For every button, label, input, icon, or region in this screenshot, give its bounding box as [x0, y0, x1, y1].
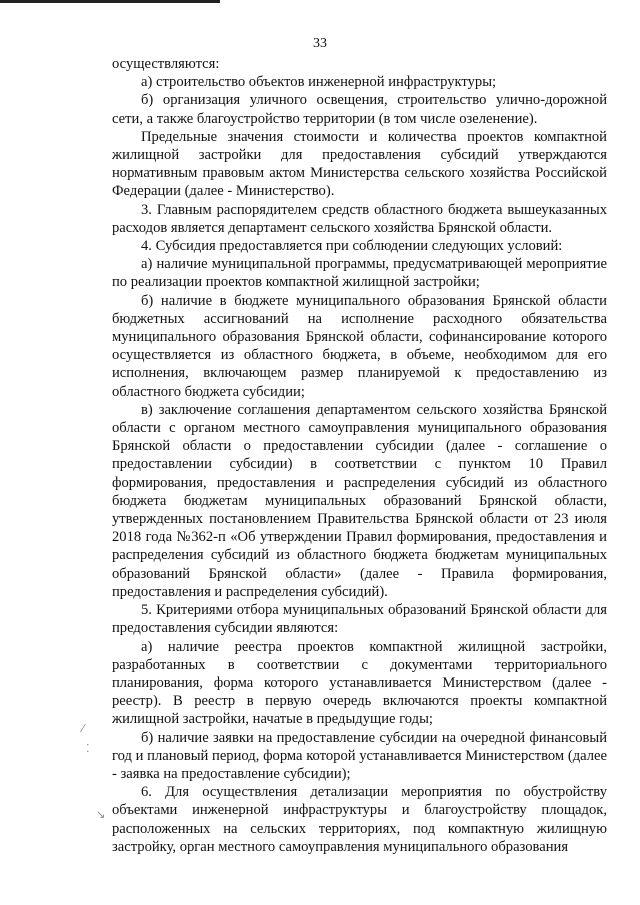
- paragraph: в) заключение соглашения департаментом сельского хозяйства Брянской области с органом местного самоуправления муниципального образования Брянской области о предоставлении субсидии (далее - соглашение о предоставлении субсидии) в соответствии с пунктом 10 Правил формирования, предоставления и распределения субсидий из областного бюджета бюджетам муниципальных образований Брянской области, утвержденных постановлением Правительства Брянской области от 23 июля 2018 года №362-п «Об утверждении Правил формирования, предоставления и распределения субсидий из областного бюджета бюджетам муниципальных образований Брянской области» (далее - Правила формирования, предоставления и распределения субсидий).: [112, 401, 607, 600]
- paragraph: осуществляются:: [112, 56, 220, 72]
- paragraph: а) наличие реестра проектов компактной жилищной застройки, разработанных в соответствии с документами территориального планирования, форма которого устанавливается Министерством (далее - реестр). В реестр в первую очередь включаются проекты компактной жилищной застройки, начатые в предыдущие годы;: [112, 638, 607, 728]
- margin-scribble: ⁄: [82, 722, 84, 735]
- margin-scribble: ↘: [96, 808, 106, 821]
- margin-scribble: ⁚: [86, 742, 90, 755]
- paragraph: 4. Субсидия предоставляется при соблюдении следующих условий:: [141, 238, 563, 255]
- paragraph: 5. Критериями отбора муниципальных образований Брянской области для предоставления субсидии являются:: [112, 602, 607, 637]
- top-border-line: [0, 0, 220, 3]
- paragraph: б) организация уличного освещения, строительство улично-дорожной сети, а также благоустройство территории (в том числе озеленение).: [112, 92, 607, 127]
- paragraph: Предельные значения стоимости и количества проектов компактной жилищной застройки для предоставления субсидий утверждаются нормативным правовым актом Министерства сельского хозяйства Российской Федерации (далее - Министерство).: [112, 128, 607, 200]
- document-body: [112, 55, 607, 856]
- page-number: 33: [313, 36, 327, 51]
- paragraph: б) наличие заявки на предоставление субсидии на очередной финансовый год и плановый период, форма которой устанавливается Министерством (далее - заявка на предоставление субсидии);: [112, 729, 607, 782]
- paragraph: а) наличие муниципальной программы, предусматривающей мероприятие по реализации проектов компактной жилищной застройки;: [112, 256, 607, 291]
- paragraph: б) наличие в бюджете муниципального образования Брянской области бюджетных ассигнований на исполнение расходного обязательства муниципального образования Брянской области, софинансирование которого осуществляется из областного бюджета, в объеме, необходимом для его исполнения, включающем размер планируемой к предоставлению из областного бюджета субсидии;: [112, 292, 607, 400]
- paragraph: 3. Главным распорядителем средств областного бюджета вышеуказанных расходов является департамент сельского хозяйства Брянской области.: [112, 201, 607, 236]
- paragraph: 6. Для осуществления детализации мероприятия по обустройству объектами инженерной инфраструктуры и благоустройству площадок, расположенных на сельских территориях, под компактную жилищную застройку, орган местного самоуправления муниципального образования: [112, 784, 607, 855]
- paragraph: а) строительство объектов инженерной инфраструктуры;: [141, 74, 497, 91]
